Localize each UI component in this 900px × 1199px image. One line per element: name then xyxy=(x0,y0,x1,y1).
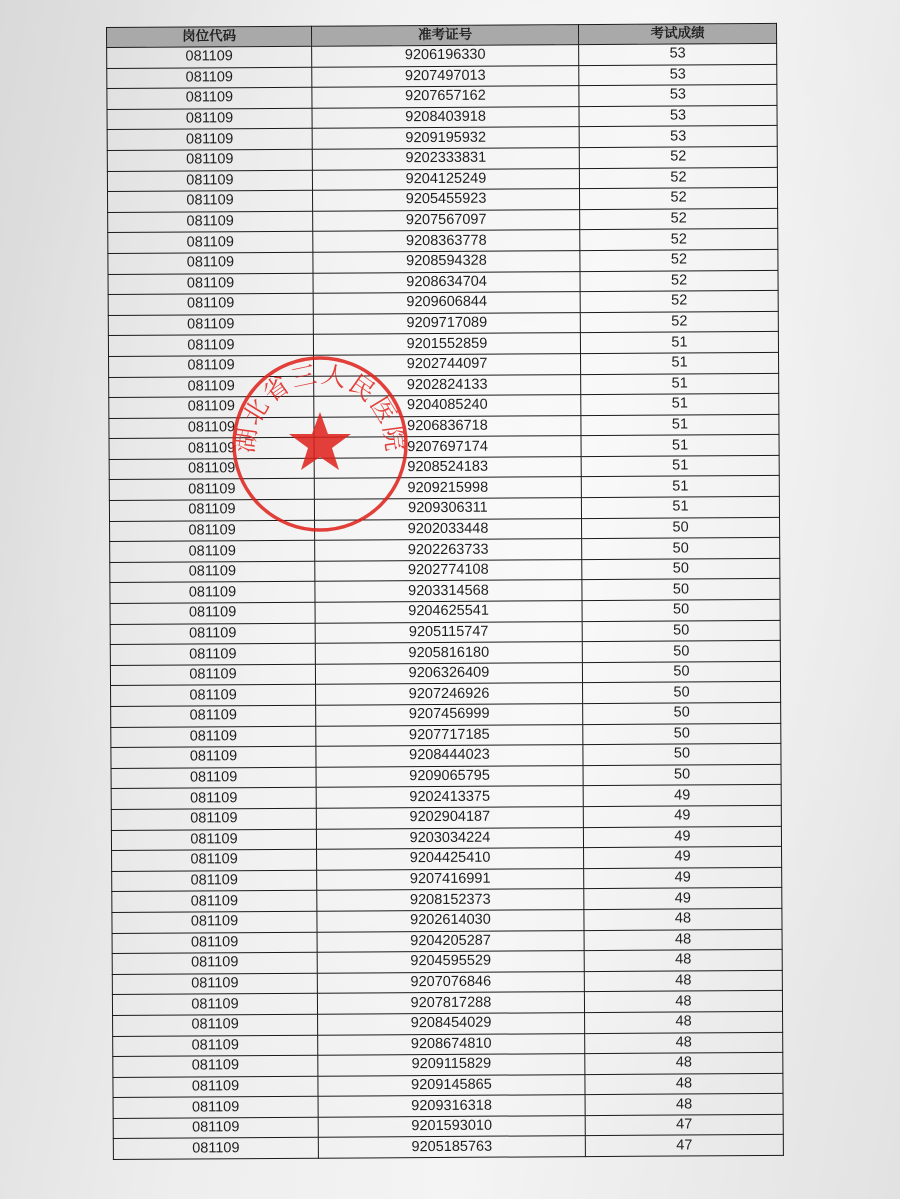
cell-exam-score: 49 xyxy=(584,867,782,889)
cell-exam-score: 49 xyxy=(583,805,781,827)
cell-exam-score: 51 xyxy=(580,332,778,354)
cell-exam-score: 51 xyxy=(581,496,779,518)
cell-exam-ticket-number: 9202904187 xyxy=(316,807,583,829)
cell-exam-score: 52 xyxy=(579,167,777,189)
cell-post-code: 081109 xyxy=(109,438,314,460)
cell-post-code: 081109 xyxy=(113,1014,318,1036)
cell-post-code: 081109 xyxy=(107,170,312,192)
cell-exam-ticket-number: 9201593010 xyxy=(318,1115,585,1137)
cell-post-code: 081109 xyxy=(113,1117,318,1139)
cell-post-code: 081109 xyxy=(110,582,315,604)
cell-post-code: 081109 xyxy=(112,932,317,954)
cell-exam-score: 51 xyxy=(581,393,779,415)
cell-exam-score: 48 xyxy=(584,991,782,1013)
cell-post-code: 081109 xyxy=(111,788,316,810)
cell-exam-ticket-number: 9208524183 xyxy=(314,456,581,478)
cell-exam-score: 52 xyxy=(580,270,778,292)
cell-exam-ticket-number: 9208594328 xyxy=(313,251,580,273)
cell-post-code: 081109 xyxy=(108,211,313,233)
cell-exam-ticket-number: 9202774108 xyxy=(315,559,582,581)
cell-post-code: 081109 xyxy=(108,273,313,295)
cell-post-code: 081109 xyxy=(113,1076,318,1098)
cell-post-code: 081109 xyxy=(108,293,313,315)
cell-exam-ticket-number: 9206836718 xyxy=(314,415,581,437)
cell-post-code: 081109 xyxy=(112,994,317,1016)
cell-post-code: 081109 xyxy=(109,355,314,377)
table-body xyxy=(107,43,784,1159)
cell-post-code: 081109 xyxy=(112,952,317,974)
cell-exam-ticket-number: 9204625541 xyxy=(315,601,582,623)
cell-post-code: 081109 xyxy=(107,129,312,151)
cell-exam-score: 53 xyxy=(579,43,777,65)
cell-post-code: 081109 xyxy=(108,190,313,212)
cell-exam-ticket-number: 9209306311 xyxy=(314,498,581,520)
cell-exam-ticket-number: 9205455923 xyxy=(313,189,580,211)
cell-exam-ticket-number: 9202333831 xyxy=(312,148,579,170)
table-row xyxy=(113,1135,783,1160)
cell-exam-ticket-number: 9206196330 xyxy=(312,45,579,67)
cell-exam-ticket-number: 9207497013 xyxy=(312,65,579,87)
cell-exam-ticket-number: 9207416991 xyxy=(317,868,584,890)
cell-post-code: 081109 xyxy=(109,396,314,418)
cell-post-code: 081109 xyxy=(108,314,313,336)
cell-exam-ticket-number: 9208444023 xyxy=(316,745,583,767)
cell-exam-score: 48 xyxy=(585,1011,783,1033)
cell-post-code: 081109 xyxy=(107,46,312,68)
cell-post-code: 081109 xyxy=(112,911,317,933)
cell-post-code: 081109 xyxy=(109,499,314,521)
cell-exam-score: 49 xyxy=(583,785,781,807)
cell-exam-ticket-number: 9204205287 xyxy=(317,930,584,952)
cell-exam-score: 52 xyxy=(580,311,778,333)
cell-exam-ticket-number: 9206326409 xyxy=(315,662,582,684)
cell-post-code: 081109 xyxy=(107,87,312,109)
cell-exam-score: 51 xyxy=(581,373,779,395)
cell-post-code: 081109 xyxy=(109,479,314,501)
cell-exam-score: 48 xyxy=(584,929,782,951)
cell-exam-ticket-number: 9202263733 xyxy=(315,539,582,561)
cell-post-code: 081109 xyxy=(112,973,317,995)
cell-post-code: 081109 xyxy=(113,1138,318,1160)
cell-post-code: 081109 xyxy=(113,1097,318,1119)
cell-exam-ticket-number: 9204595529 xyxy=(317,951,584,973)
cell-exam-ticket-number: 9208152373 xyxy=(317,889,584,911)
cell-exam-ticket-number: 9207657162 xyxy=(312,86,579,108)
cell-exam-score: 48 xyxy=(584,950,782,972)
cell-exam-score: 50 xyxy=(582,599,780,621)
cell-exam-score: 50 xyxy=(583,723,781,745)
cell-exam-ticket-number: 9205816180 xyxy=(315,642,582,664)
cell-exam-score: 48 xyxy=(585,1073,783,1095)
score-table xyxy=(106,23,784,1160)
cell-post-code: 081109 xyxy=(110,623,315,645)
cell-exam-ticket-number: 9203034224 xyxy=(316,827,583,849)
cell-post-code: 081109 xyxy=(111,767,316,789)
cell-exam-score: 48 xyxy=(584,970,782,992)
cell-exam-score: 48 xyxy=(585,1032,783,1054)
cell-exam-score: 51 xyxy=(581,476,779,498)
cell-exam-score: 52 xyxy=(580,208,778,230)
cell-exam-score: 52 xyxy=(580,291,778,313)
cell-exam-score: 51 xyxy=(581,435,779,457)
cell-exam-ticket-number: 9209145865 xyxy=(318,1074,585,1096)
cell-post-code: 081109 xyxy=(109,458,314,480)
cell-post-code: 081109 xyxy=(110,664,315,686)
cell-exam-ticket-number: 9208634704 xyxy=(313,271,580,293)
cell-exam-ticket-number: 9202824133 xyxy=(314,374,581,396)
cell-post-code: 081109 xyxy=(110,520,315,542)
cell-exam-score: 53 xyxy=(579,85,777,107)
cell-exam-score: 48 xyxy=(585,1052,783,1074)
cell-post-code: 081109 xyxy=(107,67,312,89)
cell-exam-score: 50 xyxy=(582,620,780,642)
cell-exam-score: 51 xyxy=(581,414,779,436)
cell-exam-score: 49 xyxy=(584,847,782,869)
cell-post-code: 081109 xyxy=(112,849,317,871)
cell-post-code: 081109 xyxy=(109,417,314,439)
cell-exam-score: 48 xyxy=(585,1094,783,1116)
cell-exam-score: 51 xyxy=(581,455,779,477)
cell-exam-score: 50 xyxy=(582,517,780,539)
cell-post-code: 081109 xyxy=(111,829,316,851)
cell-post-code: 081109 xyxy=(111,705,316,727)
cell-exam-ticket-number: 9205185763 xyxy=(318,1136,585,1158)
cell-exam-score: 50 xyxy=(582,661,780,683)
cell-exam-ticket-number: 9202744097 xyxy=(314,354,581,376)
cell-post-code: 081109 xyxy=(108,232,313,254)
cell-exam-ticket-number: 9208363778 xyxy=(313,230,580,252)
cell-exam-score: 52 xyxy=(580,249,778,271)
cell-exam-ticket-number: 9202413375 xyxy=(316,786,583,808)
cell-exam-ticket-number: 9209316318 xyxy=(318,1095,585,1117)
cell-exam-score: 50 xyxy=(582,538,780,560)
cell-exam-score: 50 xyxy=(582,579,780,601)
cell-post-code: 081109 xyxy=(110,540,315,562)
cell-post-code: 081109 xyxy=(111,746,316,768)
cell-exam-score: 50 xyxy=(583,702,781,724)
cell-post-code: 081109 xyxy=(112,891,317,913)
cell-exam-score: 51 xyxy=(581,352,779,374)
cell-exam-score: 52 xyxy=(579,146,777,168)
cell-exam-ticket-number: 9207567097 xyxy=(313,209,580,231)
cell-exam-ticket-number: 9209215998 xyxy=(314,477,581,499)
cell-exam-ticket-number: 9209195932 xyxy=(312,127,579,149)
cell-post-code: 081109 xyxy=(111,808,316,830)
cell-post-code: 081109 xyxy=(108,252,313,274)
cell-exam-ticket-number: 9208674810 xyxy=(318,1033,585,1055)
cell-exam-score: 52 xyxy=(580,229,778,251)
cell-exam-score: 50 xyxy=(582,558,780,580)
cell-exam-score: 47 xyxy=(585,1135,783,1157)
cell-exam-score: 50 xyxy=(582,641,780,663)
cell-exam-ticket-number: 9207817288 xyxy=(317,992,584,1014)
cell-exam-ticket-number: 9207697174 xyxy=(314,436,581,458)
cell-post-code: 081109 xyxy=(111,685,316,707)
cell-exam-score: 49 xyxy=(584,888,782,910)
header-exam-score: 考试成绩 xyxy=(578,23,776,44)
header-post-code: 岗位代码 xyxy=(107,26,312,47)
cell-exam-ticket-number: 9209717089 xyxy=(313,312,580,334)
cell-exam-ticket-number: 9201552859 xyxy=(313,333,580,355)
cell-post-code: 081109 xyxy=(107,149,312,171)
cell-exam-ticket-number: 9204085240 xyxy=(314,395,581,417)
cell-exam-ticket-number: 9207456999 xyxy=(316,704,583,726)
cell-exam-ticket-number: 9208454029 xyxy=(318,1013,585,1035)
svg-text:湖北省三人民医院: 湖北省三人民医院 xyxy=(230,359,410,455)
cell-exam-ticket-number: 9202614030 xyxy=(317,910,584,932)
cell-exam-score: 49 xyxy=(583,826,781,848)
cell-exam-score: 47 xyxy=(585,1114,783,1136)
cell-post-code: 081109 xyxy=(109,376,314,398)
cell-exam-ticket-number: 9207246926 xyxy=(316,683,583,705)
cell-exam-score: 50 xyxy=(583,682,781,704)
cell-exam-ticket-number: 9209115829 xyxy=(318,1054,585,1076)
cell-post-code: 081109 xyxy=(112,870,317,892)
cell-exam-score: 48 xyxy=(584,908,782,930)
cell-post-code: 081109 xyxy=(110,561,315,583)
cell-post-code: 081109 xyxy=(110,602,315,624)
cell-exam-ticket-number: 9202033448 xyxy=(315,518,582,540)
cell-post-code: 081109 xyxy=(113,1055,318,1077)
cell-exam-score: 53 xyxy=(579,105,777,127)
header-exam-ticket-number: 准考证号 xyxy=(311,25,578,47)
cell-exam-ticket-number: 9209065795 xyxy=(316,765,583,787)
cell-post-code: 081109 xyxy=(111,726,316,748)
cell-post-code: 081109 xyxy=(113,1035,318,1057)
cell-post-code: 081109 xyxy=(110,643,315,665)
cell-exam-score: 50 xyxy=(583,764,781,786)
cell-exam-ticket-number: 9209606844 xyxy=(313,292,580,314)
cell-exam-ticket-number: 9204425410 xyxy=(317,848,584,870)
cell-exam-score: 53 xyxy=(579,126,777,148)
cell-exam-score: 52 xyxy=(579,188,777,210)
cell-exam-score: 50 xyxy=(583,744,781,766)
cell-exam-ticket-number: 9204125249 xyxy=(312,168,579,190)
cell-post-code: 081109 xyxy=(108,335,313,357)
cell-exam-score: 53 xyxy=(579,64,777,86)
cell-exam-ticket-number: 9205115747 xyxy=(315,621,582,643)
cell-exam-ticket-number: 9203314568 xyxy=(315,580,582,602)
cell-exam-ticket-number: 9208403918 xyxy=(312,106,579,128)
cell-exam-ticket-number: 9207076846 xyxy=(317,971,584,993)
cell-exam-ticket-number: 9207717185 xyxy=(316,724,583,746)
cell-post-code: 081109 xyxy=(107,108,312,130)
